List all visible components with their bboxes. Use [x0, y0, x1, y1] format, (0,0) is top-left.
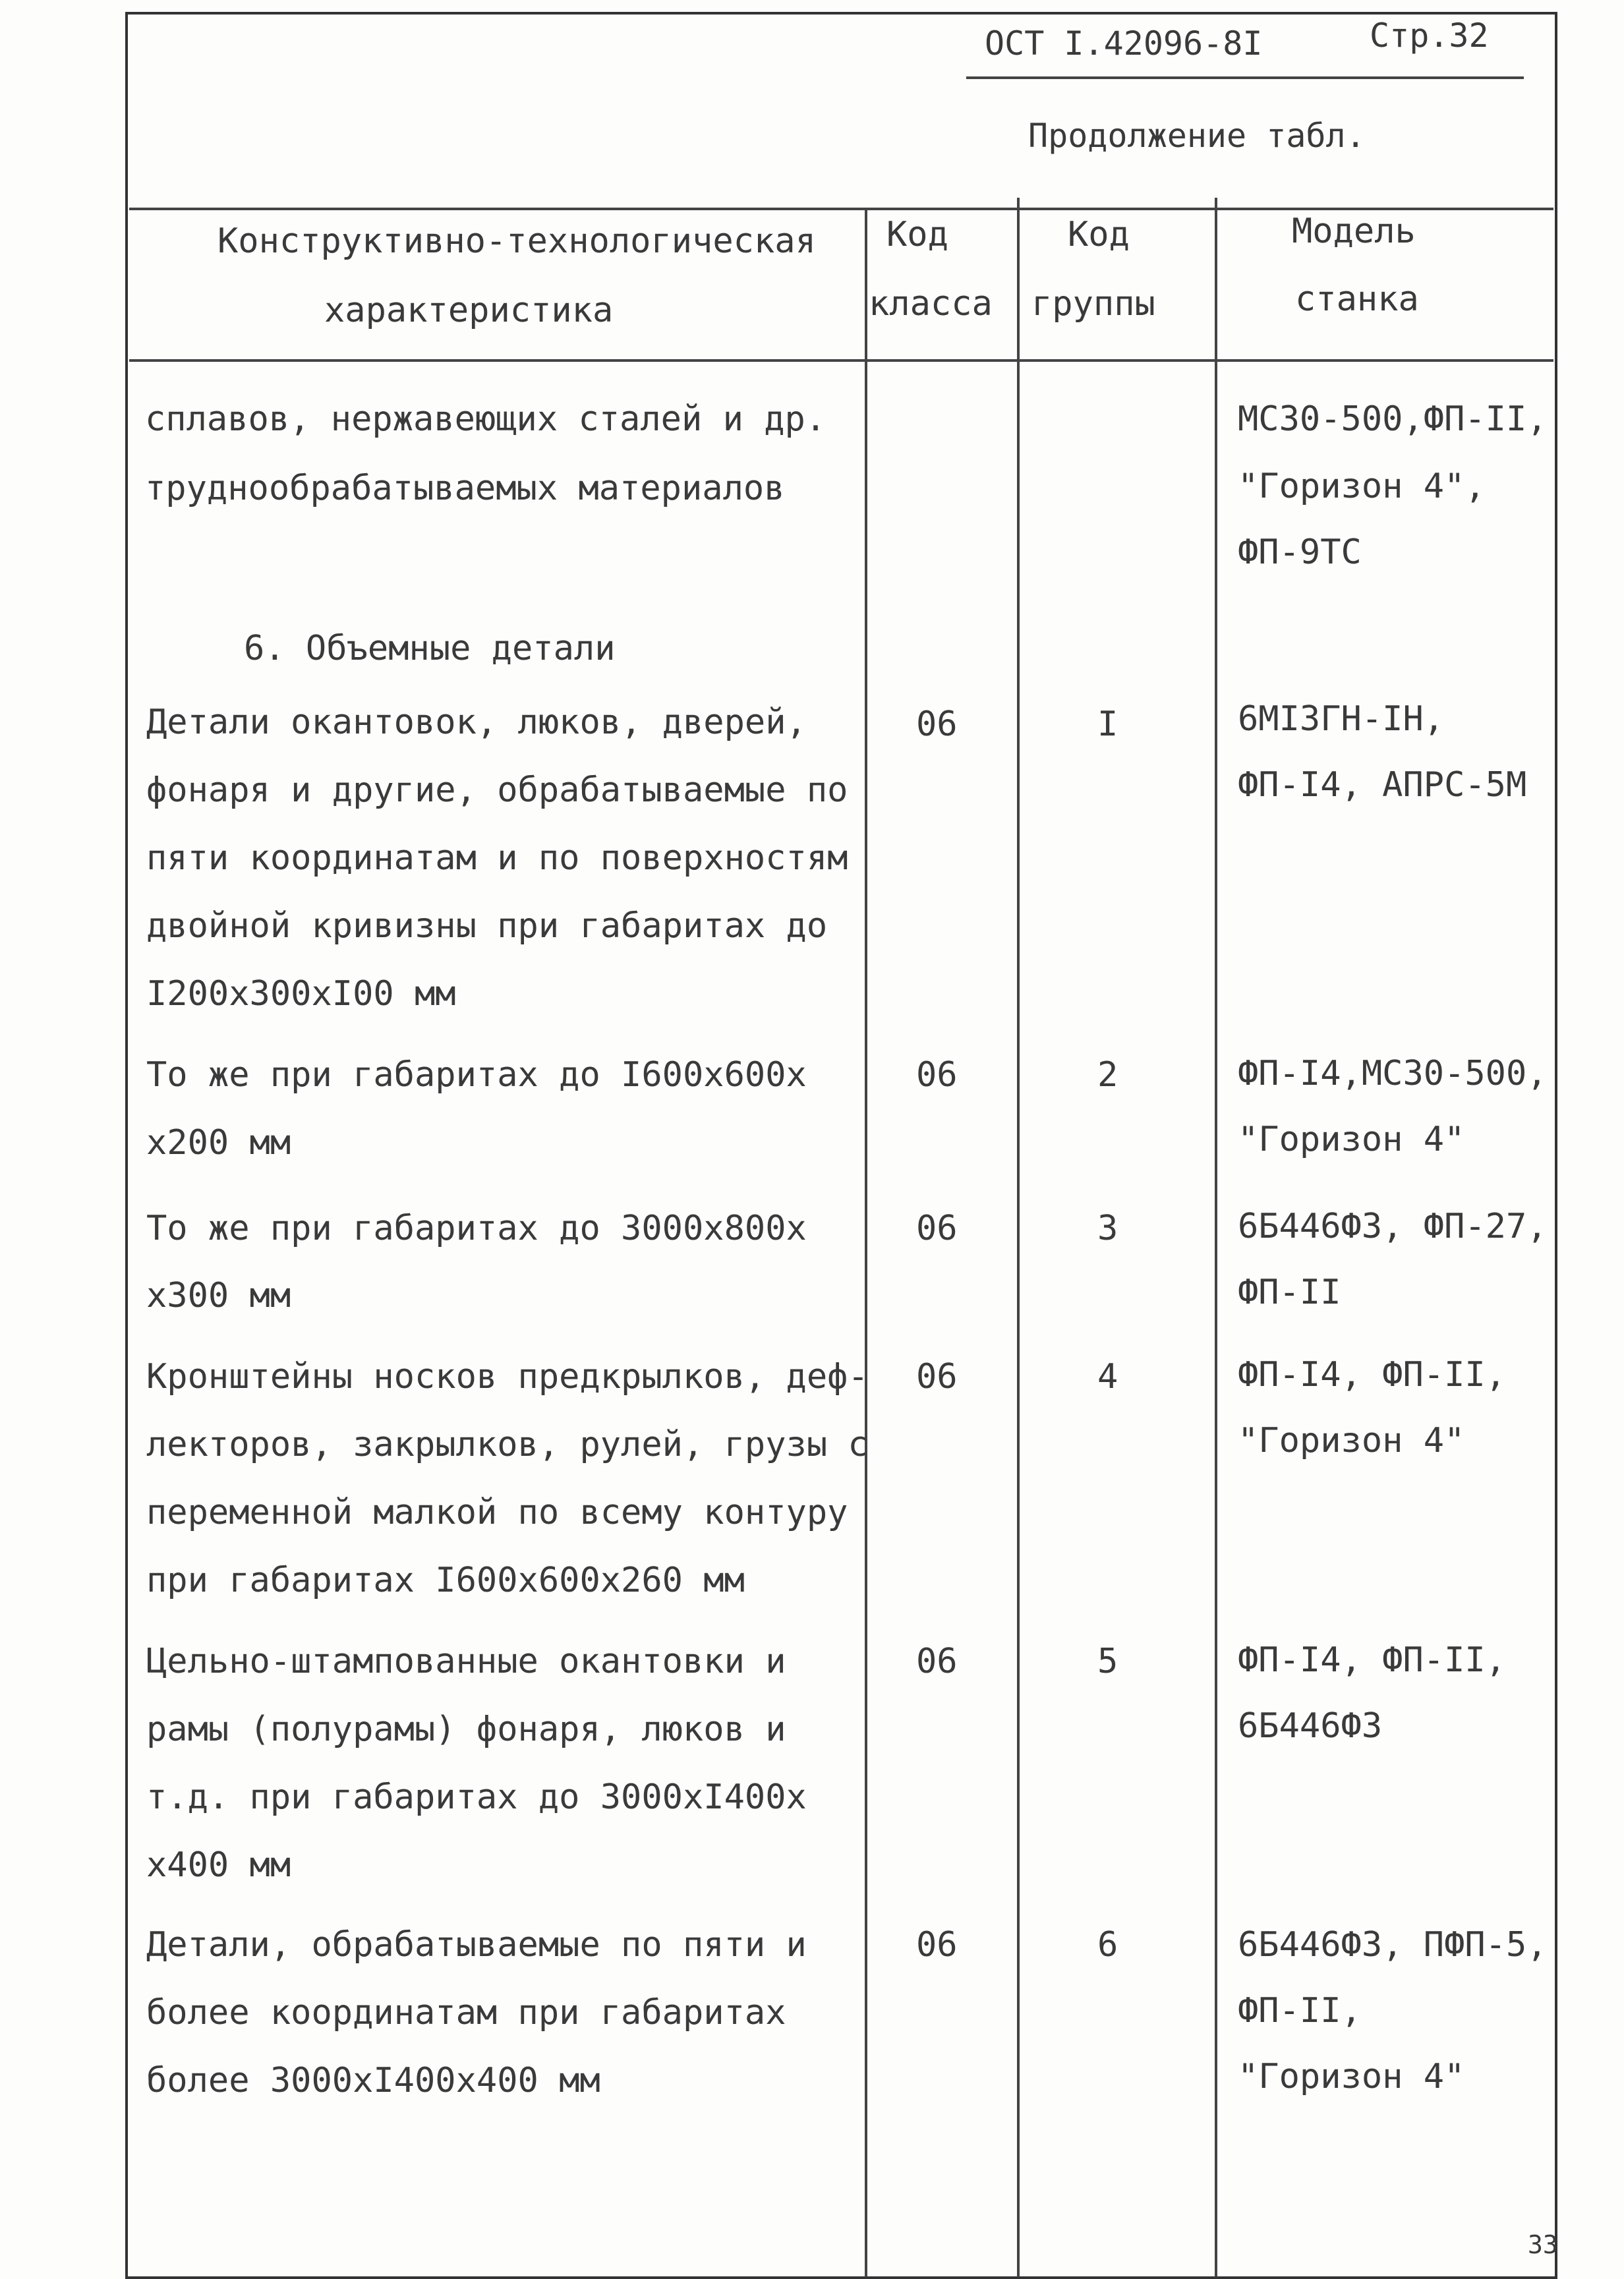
table-header-bottom-border [129, 359, 1553, 362]
row-4-class-code: 06 [916, 1357, 958, 1397]
row-3-model-line-1: 6Б446Ф3, ФП-27, [1238, 1207, 1548, 1246]
row-3-model-line-2: ФП-II [1238, 1273, 1341, 1312]
column-header-model-line-2: станка [1295, 279, 1419, 319]
row-2-description-line-2: x200 мм [146, 1123, 291, 1163]
column-header-class-line-2: класса [869, 284, 993, 324]
row-2-group-code: 2 [1097, 1055, 1118, 1095]
column-divider-2 [1017, 198, 1020, 2277]
row-1-class-code: 06 [916, 705, 958, 744]
row-1-description-line-2: фонаря и другие, обрабатываемые по [146, 770, 848, 810]
continued-row-model-line-3: ФП-9ТС [1238, 533, 1362, 572]
row-2-model-line-1: ФП-I4,МС30-500, [1238, 1054, 1548, 1093]
row-4-model-line-2: "Горизон 4" [1238, 1421, 1465, 1460]
row-3-description-line-1: То же при габаритах до 3000x800x [146, 1209, 807, 1248]
continued-row-model-line-2: "Горизон 4", [1238, 467, 1486, 506]
column-divider-3 [1215, 198, 1217, 2277]
row-3-description-line-2: x300 мм [146, 1276, 291, 1315]
row-5-group-code: 5 [1097, 1642, 1118, 1681]
row-4-description-line-1: Кронштейны носков предкрылков, деф- [146, 1357, 869, 1397]
row-6-model-line-2: ФП-II, [1238, 1991, 1362, 2031]
row-3-class-code: 06 [916, 1209, 958, 1248]
row-1-model-line-2: ФП-I4, АПРС-5М [1238, 765, 1527, 805]
continued-row-model-line-1: МС30-500,ФП-II, [1238, 399, 1548, 439]
row-2-class-code: 06 [916, 1055, 958, 1095]
row-1-description-line-1: Детали окантовок, люков, дверей, [146, 703, 807, 742]
row-4-description-line-4: при габаритах I600x600x260 мм [146, 1561, 745, 1600]
column-header-characteristic-line-1: Конструктивно-технологическая [218, 221, 816, 261]
column-header-class-line-1: Код [886, 215, 948, 254]
row-6-model-line-1: 6Б446Ф3, ПФП-5, [1238, 1925, 1548, 1965]
row-1-description-line-4: двойной кривизны при габаритах до [146, 906, 828, 946]
row-1-model-line-1: 6MI3ГН-IН, [1238, 699, 1445, 739]
row-5-description-line-1: Цельно-штампованные окантовки и [146, 1642, 786, 1681]
row-5-description-line-2: рамы (полурамы) фонаря, люков и [146, 1710, 786, 1749]
row-5-class-code: 06 [916, 1642, 958, 1681]
table-top-border [129, 208, 1553, 210]
column-divider-1 [865, 208, 867, 2277]
doc-code-underline [966, 76, 1524, 79]
row-5-description-line-3: т.д. при габаритах до 3000xI400x [146, 1777, 807, 1817]
row-1-group-code: I [1097, 705, 1118, 744]
row-4-model-line-1: ФП-I4, ФП-II, [1238, 1355, 1506, 1395]
row-4-group-code: 4 [1097, 1357, 1118, 1397]
row-6-model-line-3: "Горизон 4" [1238, 2057, 1465, 2096]
column-header-model-line-1: Модель [1292, 212, 1416, 251]
section-title: 6. Объемные детали [244, 629, 616, 668]
row-6-description-line-1: Детали, обрабатываемые по пяти и [146, 1925, 807, 1965]
row-2-model-line-2: "Горизон 4" [1238, 1120, 1465, 1159]
continued-row-description-line-2: труднообрабатываемых материалов [145, 469, 785, 508]
row-1-description-line-3: пяти координатам и по поверхностям [146, 838, 848, 878]
document-code: ОСТ I.42096-8I [985, 24, 1263, 63]
row-3-group-code: 3 [1097, 1209, 1118, 1248]
column-header-group-line-2: группы [1031, 284, 1155, 324]
row-6-class-code: 06 [916, 1925, 958, 1965]
row-1-description-line-5: I200x300xI00 мм [146, 974, 456, 1014]
continued-row-description-line-1: сплавов, нержавеющих сталей и др. [145, 399, 826, 439]
row-6-description-line-3: более 3000xI400x400 мм [146, 2061, 600, 2100]
row-5-description-line-4: x400 мм [146, 1845, 291, 1885]
page-label: Стр.32 [1370, 16, 1489, 55]
column-header-characteristic-line-2: характеристика [324, 291, 614, 330]
sheet-number: 33 [1528, 2230, 1558, 2259]
row-4-description-line-2: лекторов, закрылков, рулей, грузы с [146, 1425, 869, 1464]
column-header-group-line-1: Код [1068, 215, 1130, 254]
row-5-model-line-2: 6Б446Ф3 [1238, 1706, 1383, 1746]
row-6-group-code: 6 [1097, 1925, 1118, 1965]
row-5-model-line-1: ФП-I4, ФП-II, [1238, 1640, 1506, 1680]
row-6-description-line-2: более координатам при габаритах [146, 1993, 786, 2033]
table-continuation-label: Продолжение табл. [1028, 117, 1366, 155]
row-2-description-line-1: То же при габаритах до I600x600x [146, 1055, 807, 1095]
row-4-description-line-3: переменной малкой по всему контуру [146, 1493, 848, 1532]
